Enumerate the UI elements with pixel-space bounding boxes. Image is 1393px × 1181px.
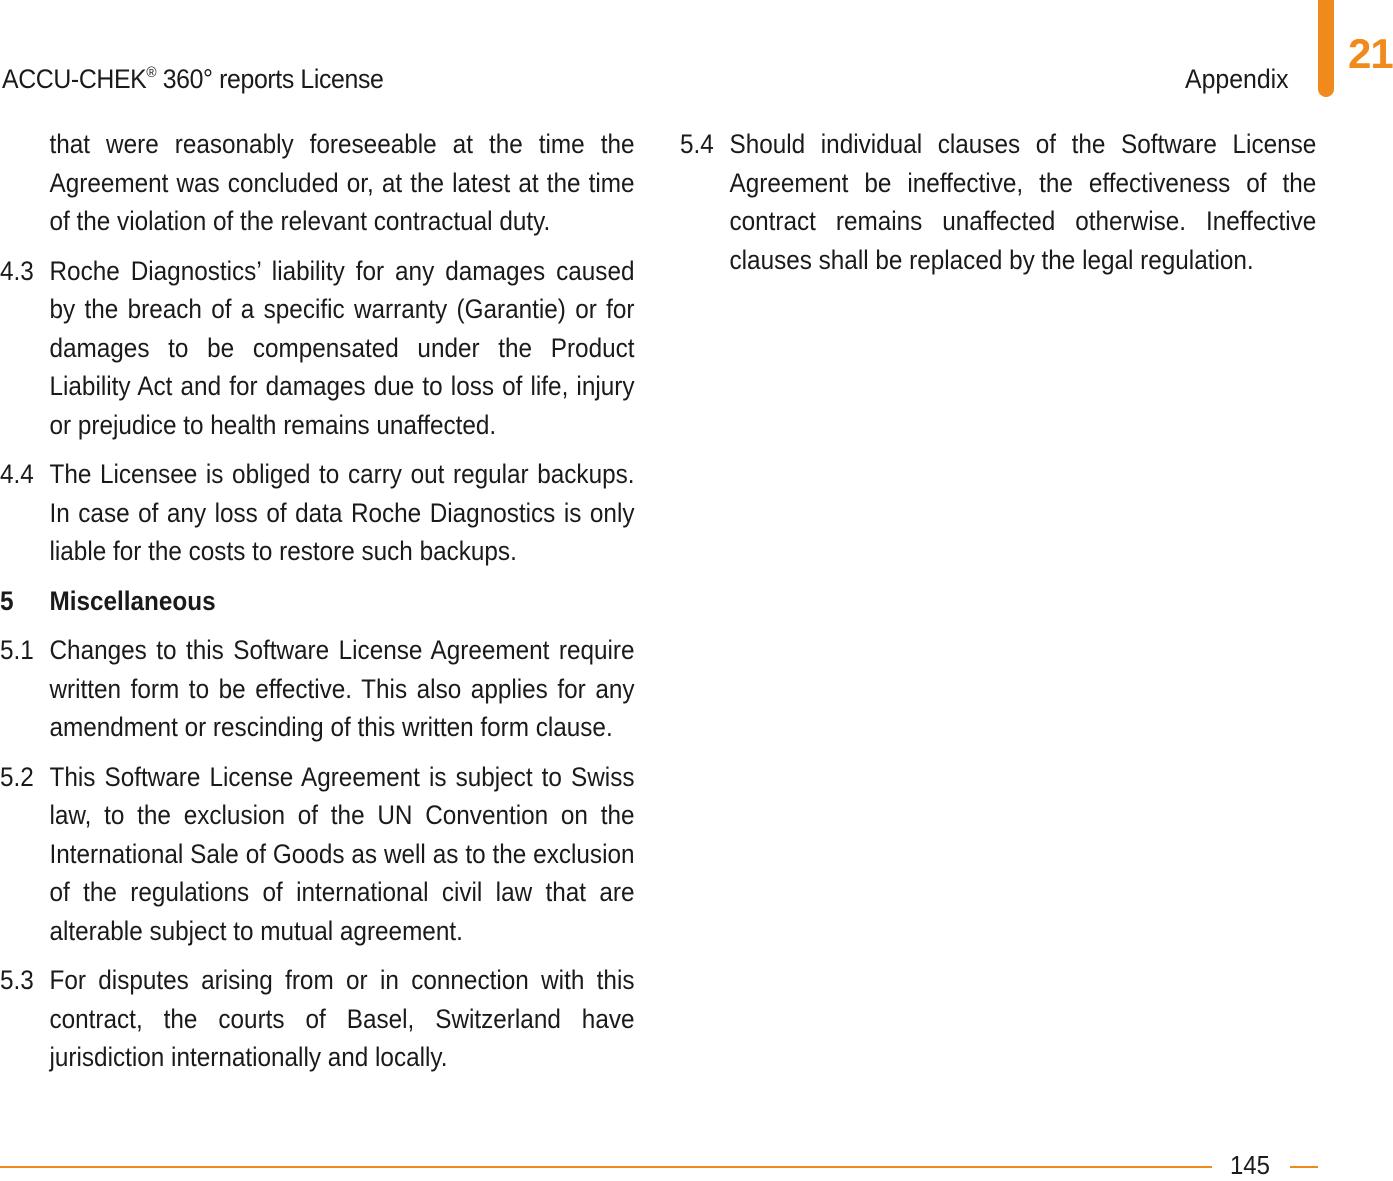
clause-text: The Licensee is obliged to carry out regular backups. In case of any loss of data Roche Diagnostics is only liable for the costs to restore such backups. <box>49 459 635 566</box>
clause-number: 4.4 <box>0 459 34 489</box>
left-column <box>0 125 635 1088</box>
clause-text: This Software License Agreement is subject to Swiss law, to the exclusion of the UN Convention on the International Sale of Goods as well as to the exclusion of the regulations of international civil law that are alterable subject to mutual agreement. <box>49 761 635 946</box>
section-title: Miscellaneous <box>49 585 216 616</box>
footer-divider-short <box>1290 1166 1318 1168</box>
section-number: 5 <box>0 585 14 616</box>
clause-number: 4.3 <box>0 255 34 286</box>
section-name: Appendix <box>1185 64 1289 94</box>
clause-text: Roche Diagnostics’ liability for any damages caused by the breach of a specific warranty (Garantie) or for damages to be compensated under the Product Liability Act and for damages due to loss of life, injury or prejudice to health remains unaffected. <box>49 255 635 440</box>
clause-text: For disputes arising from or in connection with this contract, the courts of Basel, Switzerland have jurisdiction internationally and locally. <box>49 965 635 1072</box>
footer-divider <box>0 1166 1212 1168</box>
clause-number: 5.1 <box>0 635 34 665</box>
page-number: 145 <box>1230 1150 1270 1180</box>
chapter-number: 21 <box>1348 30 1393 77</box>
continuation-paragraph <box>0 125 635 241</box>
registered-mark: ® <box>146 64 157 81</box>
clause-5-4 <box>680 125 1316 279</box>
clause-number: 5.2 <box>0 761 34 792</box>
document-title-rest: 360° reports License <box>156 64 384 94</box>
section-heading-5 <box>0 582 635 621</box>
clause-4-3 <box>0 252 635 445</box>
clause-text: Changes to this Software License Agreement require written form to be effective. This also applies for any amendment or rescinding of this written form clause. <box>49 635 635 742</box>
brand-name: ACCU-CHEK <box>2 64 147 94</box>
clause-5-2 <box>0 758 635 951</box>
right-column <box>680 125 1316 290</box>
chapter-tab-marker <box>1318 0 1334 97</box>
clause-text: Should individual clauses of the Software License Agreement be ineffective, the effectiveness of the contract remains unaffected otherwise. Ineffective clauses shall be replaced by the legal regulation. <box>729 129 1317 275</box>
clause-4-4 <box>0 455 635 571</box>
document-title <box>2 64 383 95</box>
clause-number: 5.4 <box>680 129 714 159</box>
paragraph-text: that were reasonably foreseeable at the time the Agreement was concluded or, at the latest at the time of the violation of the relevant contractual duty. <box>49 129 635 236</box>
clause-number: 5.3 <box>0 965 34 995</box>
clause-5-3 <box>0 961 635 1077</box>
clause-5-1 <box>0 631 635 747</box>
